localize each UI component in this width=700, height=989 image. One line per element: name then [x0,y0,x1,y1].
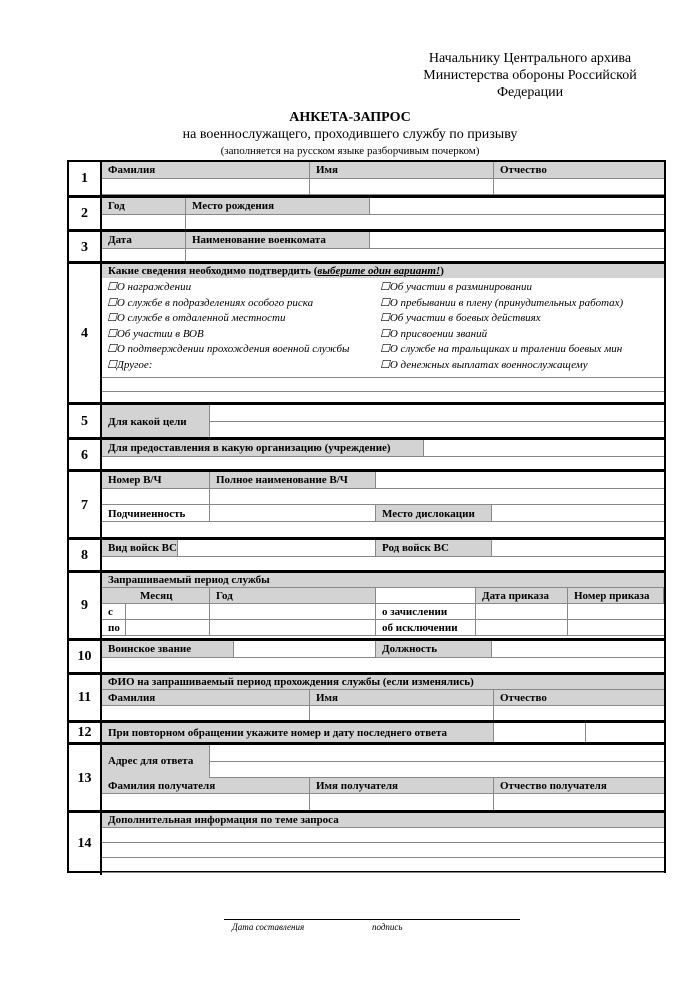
section-5 [69,402,664,438]
checkbox-option[interactable]: ☐Об участии в ВОВ [107,327,204,340]
signature-caption: подпись [372,922,403,932]
order-number-label: Номер приказа [574,590,650,602]
addressee-line: Федерации [496,85,564,100]
section-11 [69,672,664,721]
recipient-input-row[interactable] [102,794,664,811]
checkbox-option[interactable]: ☐О службе в подразделениях особого риска [107,296,314,309]
surname-label: Фамилия [108,164,156,176]
enrolled-label: о зачислении [382,606,448,618]
signature-line[interactable] [224,919,520,920]
section-number: 8 [69,540,102,571]
location-input-row[interactable] [102,522,664,538]
addressee-line: Министерства обороны Российской [423,68,637,83]
checkbox-option[interactable]: ☐О службе на тральщиках и тралении боевых мин [380,343,623,355]
excluded-label: об исключении [382,622,458,634]
unit-input-row[interactable] [102,488,664,505]
section-number: 10 [69,641,102,673]
troops-label: Вид войск ВС [108,542,177,554]
request-form [67,160,666,873]
date-caption: Дата составления [232,922,305,932]
date-label: Дата [108,234,132,246]
section-1 [69,162,664,195]
name-input-row[interactable] [102,179,664,195]
additional-info-line[interactable] [102,858,664,873]
former-name-heading: ФИО на запрашиваемый период прохождения службы (если изменялись) [108,676,474,688]
patronymic-label: Отчество [500,164,547,176]
address-input[interactable] [210,745,664,762]
section-4 [69,261,664,404]
to-label: по [108,622,120,634]
year-label: Год [216,590,233,602]
rank-label: Воинское звание [108,643,192,655]
section-7 [69,469,664,539]
address-label: Адрес для ответа [108,755,194,767]
checkbox-option[interactable]: ☐О присвоении званий [380,327,488,340]
name-label: Имя [316,692,338,704]
checkbox-option[interactable]: ☐О службе в отдаленной местности [107,312,286,324]
section-number: 6 [69,440,102,471]
form-note: (заполняется на русском языке разборчивым почерком) [220,145,480,157]
additional-info-label: Дополнительная информация по теме запроса [108,814,339,826]
checkbox-option[interactable]: ☐Об участии в разминировании [380,281,532,293]
section-number: 1 [69,162,102,195]
unit-fullname-label: Полное наименование В/Ч [216,474,348,486]
period-heading: Запрашиваемый период службы [108,574,270,586]
checkbox-option[interactable]: ☐О награждении [107,281,192,293]
addressee-block [400,50,660,101]
period-from-row[interactable] [102,604,664,620]
additional-info-line[interactable] [102,828,664,843]
section-13 [69,742,664,812]
purpose-input[interactable] [210,405,664,422]
location-label: Место дислокации [382,508,475,520]
year-label: Год [108,200,125,212]
section-number: 12 [69,723,102,743]
form-title: АНКЕТА-ЗАПРОС [289,110,411,125]
former-name-input-row[interactable] [102,706,664,721]
recipient-name-label: Имя получателя [316,780,398,792]
section-2 [69,195,664,230]
section-number: 3 [69,232,102,263]
recipient-surname-label: Фамилия получателя [108,780,216,792]
section-number: 13 [69,745,102,812]
surname-label: Фамилия [108,692,156,704]
birthplace-label: Место рождения [192,200,275,212]
checkbox-option[interactable]: ☐О подтверждении прохождения военной службы [107,343,350,355]
period-to-row[interactable] [102,620,664,636]
addressee-line: Начальнику Центрального архива [428,51,632,66]
checkbox-option[interactable]: ☐Другое: [107,358,153,371]
checkbox-option[interactable]: ☐О денежных выплатах военнослужащему [380,358,588,371]
unit-number-label: Номер В/Ч [108,474,162,486]
rank-input-row[interactable] [102,657,664,673]
organization-label: Для предоставления в какую организацию (учреждение) [108,442,391,454]
section-number: 14 [69,813,102,875]
section-number: 5 [69,405,102,438]
name-label: Имя [316,164,338,176]
month-label: Месяц [140,590,173,602]
section-number: 11 [69,675,102,721]
section-number: 4 [69,264,102,404]
purpose-label: Для какой цели [108,416,187,428]
info-heading: Какие сведения необходимо подтвердить (выберите один вариант!) [108,265,444,277]
section-3 [69,229,664,263]
checkbox-option[interactable]: ☐О пребывании в плену (принудительных работах) [380,296,624,309]
previous-reply-label: При повторном обращении укажите номер и дату последнего ответа [108,727,448,739]
subordination-label: Подчиненность [108,508,186,520]
section-10 [69,638,664,673]
position-label: Должность [382,643,438,655]
additional-info-line[interactable] [102,843,664,858]
section-6 [69,437,664,471]
section-9 [69,570,664,639]
form-subtitle: на военнослужащего, проходившего службу по призыву [182,127,518,142]
birth-input-row[interactable] [102,214,664,230]
section-number: 2 [69,198,102,230]
recipient-patronymic-label: Отчество получателя [500,780,607,792]
from-label: с [108,606,113,618]
section-number: 7 [69,472,102,539]
section-8 [69,537,664,571]
section-number: 9 [69,573,102,639]
military-office-label: Наименование военкомата [192,234,326,246]
patronymic-label: Отчество [500,692,547,704]
section-14 [69,810,664,875]
checkbox-option[interactable]: ☐Об участии в боевых действиях [380,312,541,324]
troops-input-row[interactable] [102,556,664,571]
order-date-label: Дата приказа [482,590,549,602]
branch-label: Род войск ВС [382,542,449,554]
section-12 [69,720,664,743]
